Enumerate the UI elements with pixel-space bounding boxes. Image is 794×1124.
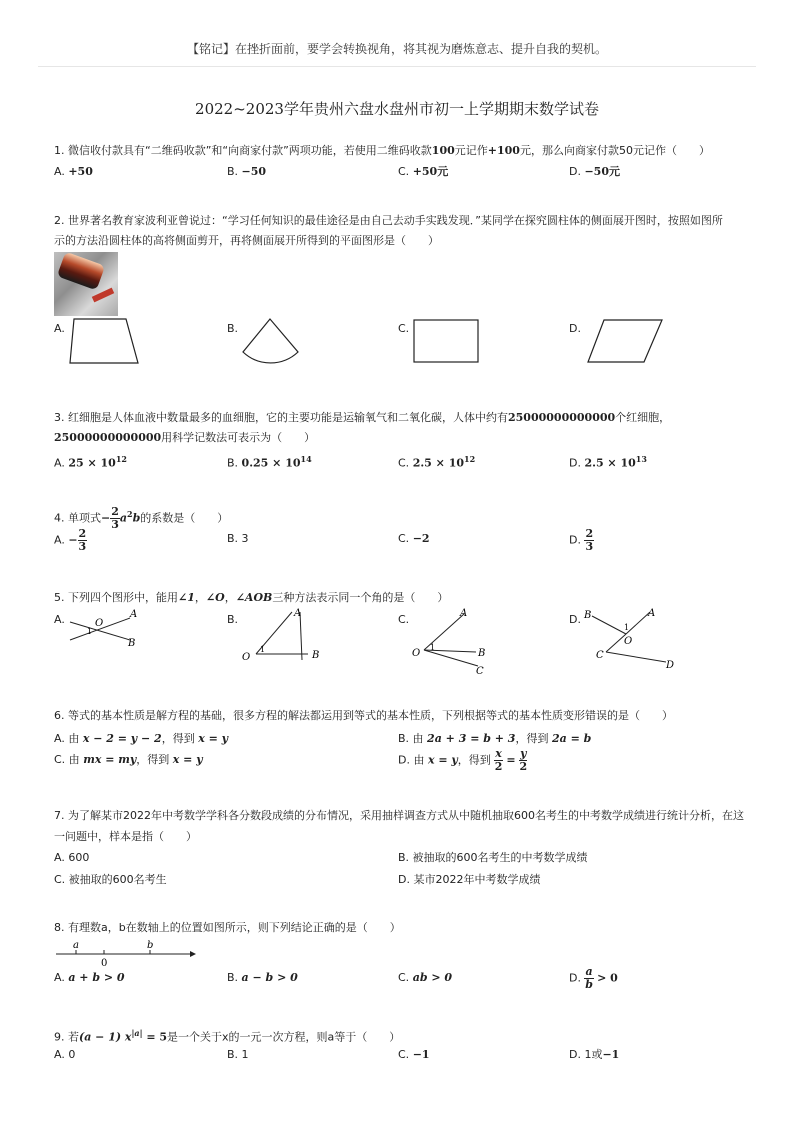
q8-option-c[interactable]: C. ab > 0 <box>398 971 453 984</box>
q2-option-a-trapezoid <box>66 316 146 366</box>
q4-option-a[interactable]: A. − $\frac{2}{3}$ <box>54 527 87 553</box>
q7-option-a[interactable]: A. 600 <box>54 851 90 864</box>
q1-option-a[interactable]: A. +50 <box>54 165 93 178</box>
q2-stem-line2: 示的方法沿圆柱体的高将侧面剪开，再将侧面展开所得到的平面图形是（ ） <box>54 234 439 247</box>
q9-option-d[interactable]: D. 1或−1 <box>569 1048 620 1061</box>
q7-stem-line1: 7. 为了解某市2022年中考数学学科各分数段成绩的分布情况，采用抽样调查方式从中随机抽取600名考生的中考数学成绩进行统计分析，在这 <box>54 809 744 822</box>
q7-option-c[interactable]: C. 被抽取的600名考生 <box>54 873 167 886</box>
q5-figure-a <box>68 608 148 652</box>
q5c-point-a: A <box>460 608 468 619</box>
q4-option-d[interactable]: D. $\frac{2}{3}$ <box>569 527 594 553</box>
q3-option-c[interactable]: C. $2.5 \times 10^{12}$ <box>398 454 476 470</box>
q5b-point-a: A <box>294 608 302 619</box>
q9-option-b[interactable]: B. 1 <box>227 1048 249 1061</box>
q7-option-d[interactable]: D. 某市2022年中考数学成绩 <box>398 873 541 886</box>
page-title: 2022~2023学年贵州六盘水盘州市初一上学期期末数学试卷 <box>195 100 599 118</box>
q2-option-b-label[interactable]: B. <box>227 322 239 335</box>
q9-option-a[interactable]: A. 0 <box>54 1048 76 1061</box>
q2-option-a-label[interactable]: A. <box>54 322 65 335</box>
q8-number-line <box>54 938 204 968</box>
q6-option-a[interactable]: A. 由 x − 2 = y − 2，得到 x = y <box>54 732 229 745</box>
q5-option-c-label[interactable]: C. <box>398 613 410 626</box>
q5-stem: 5. 下列四个图形中，能用∠1，∠O，∠AOB三种方法表示同一个角的是（ ） <box>54 591 449 604</box>
q8-option-d[interactable]: D. $\frac{a}{b}$ > 0 <box>569 965 618 991</box>
q8-stem: 8. 有理数a，b在数轴上的位置如图所示，则下列结论正确的是（ ） <box>54 921 401 934</box>
q6-option-c[interactable]: C. 由 mx = my，得到 x = y <box>54 753 203 766</box>
q2-option-d-parallelogram <box>586 318 666 364</box>
q5b-point-b: B <box>312 650 320 661</box>
header-divider <box>38 66 756 67</box>
q5d-point-o: O <box>624 636 633 647</box>
q4-option-c[interactable]: C. −2 <box>398 532 430 545</box>
q5c-point-c: C <box>476 666 484 677</box>
q9-stem: 9. 若(a − 1) $x^{|a|} = 5$是一个关于x的一元一次方程，则a等于（ ） <box>54 1028 401 1044</box>
q5b-point-o: O <box>242 652 251 663</box>
cylinder-cutting-photo <box>54 252 118 316</box>
q7-option-b[interactable]: B. 被抽取的600名考生的中考数学成绩 <box>398 851 588 864</box>
q1-option-b[interactable]: B. −50 <box>227 165 267 178</box>
q1-stem: 1. 微信收付款具有“二维码收款”和“向商家付款”两项功能，若使用二维码收款100元记作+100元，那么向商家付款50元记作（ ） <box>54 144 710 157</box>
q5d-point-b: B <box>584 610 592 621</box>
q6-option-d[interactable]: D. 由 x = y，得到 $\frac{x}{2}$ = $\frac{y}{2}$ <box>398 747 528 773</box>
q6-option-b[interactable]: B. 由 2a + 3 = b + 3，得到 2a = b <box>398 732 592 745</box>
q5c-point-b: B <box>478 648 486 659</box>
q2-option-d-label[interactable]: D. <box>569 322 581 335</box>
q5d-point-d: D <box>666 660 675 671</box>
q2-option-b-sector <box>240 316 310 372</box>
q5c-angle-1: 1 <box>430 643 436 652</box>
q8-label-zero: 0 <box>101 958 108 969</box>
q8-option-b[interactable]: B. a − b > 0 <box>227 971 298 984</box>
q1-option-d[interactable]: D. −50元 <box>569 165 620 178</box>
q8-label-b: b <box>147 940 154 951</box>
q5a-point-b: B <box>128 638 136 649</box>
q4-option-b[interactable]: B. 3 <box>227 532 249 545</box>
q5-figure-d <box>584 606 684 672</box>
q5-option-a-label[interactable]: A. <box>54 613 65 626</box>
q5d-angle-1: 1 <box>624 623 630 632</box>
q5-option-b-label[interactable]: B. <box>227 613 239 626</box>
q5d-point-a: A <box>648 608 656 619</box>
q5c-point-o: O <box>412 648 421 659</box>
q5d-point-c: C <box>596 650 604 661</box>
q2-option-c-rectangle <box>412 318 482 364</box>
q7-stem-line2: 一问题中，样本是指（ ） <box>54 830 197 843</box>
q3-option-b[interactable]: B. $0.25 \times 10^{14}$ <box>227 454 312 470</box>
q8-label-a: a <box>73 940 79 951</box>
q5a-angle-1: 1 <box>87 627 93 636</box>
q9-option-c[interactable]: C. −1 <box>398 1048 430 1061</box>
q5a-point-o: O <box>95 618 104 629</box>
q3-stem-line1: 3. 红细胞是人体血液中数量最多的血细胞，它的主要功能是运输氧气和二氧化碳，人体中约有25000000000000个红细胞， <box>54 411 671 424</box>
q5-figure-c <box>412 606 502 676</box>
motto: 【铭记】在挫折面前，要学会转换视角，将其视为磨炼意志、提升自我的契机。 <box>186 42 607 56</box>
q2-stem-line1: 2. 世界著名教育家波利亚曾说过：“学习任何知识的最佳途径是由自己去动手实践发现．”某同学在探究圆柱体的侧面展开图时，按照如图所 <box>54 214 723 227</box>
q5b-angle-1: 1 <box>260 645 266 654</box>
q3-stem-line2: 25000000000000用科学记数法可表示为（ ） <box>54 431 316 444</box>
q5-figure-b <box>240 606 330 666</box>
q3-option-d[interactable]: D. $2.5 \times 10^{13}$ <box>569 454 647 470</box>
q2-option-c-label[interactable]: C. <box>398 322 410 335</box>
q8-option-a[interactable]: A. a + b > 0 <box>54 971 125 984</box>
q6-stem: 6. 等式的基本性质是解方程的基础，很多方程的解法都运用到等式的基本性质，下列根据等式的基本性质变形错误的是（ ） <box>54 709 673 722</box>
q5a-point-a: A <box>130 609 138 620</box>
q1-option-c[interactable]: C. +50元 <box>398 165 449 178</box>
q3-option-a[interactable]: A. $25 \times 10^{12}$ <box>54 454 127 470</box>
q5-option-d-label[interactable]: D. <box>569 613 581 626</box>
q4-stem: 4. 单项式− $\frac{2}{3}$ $a^2b$的系数是（ ） <box>54 505 229 532</box>
